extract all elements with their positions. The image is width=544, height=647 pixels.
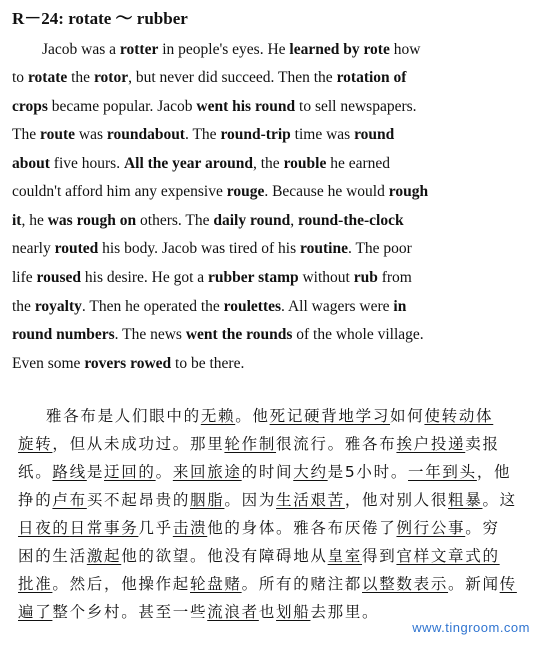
text-run: how xyxy=(389,41,421,58)
bold-term: about xyxy=(12,155,50,172)
text-run: 。这 xyxy=(482,491,517,509)
bold-term: roused xyxy=(36,269,82,286)
bold-term: was rough on xyxy=(47,212,137,229)
text-run: , but never did succeed. Then the xyxy=(128,69,337,86)
chinese-line xyxy=(46,404,530,428)
text-run: couldn't afford him any expensive xyxy=(12,183,227,200)
english-line xyxy=(12,211,532,231)
bold-term: rouble xyxy=(283,155,327,172)
text-run: 卖报 xyxy=(465,435,500,453)
bold-term: round-trip xyxy=(220,126,291,143)
english-line xyxy=(12,239,532,259)
text-run: was xyxy=(75,126,107,143)
english-line xyxy=(12,268,532,288)
text-run: in people's eyes. He xyxy=(158,41,290,58)
underlined-term: 例行公事 xyxy=(396,519,466,537)
text-run: from xyxy=(377,269,412,286)
bold-term: rouge xyxy=(226,183,265,200)
text-run: 他的欲望。他没有障碍地从 xyxy=(121,547,328,565)
bold-term: crops xyxy=(12,98,48,115)
section-heading: R－24: rotate ～ rubber xyxy=(12,9,188,28)
underlined-term: 流浪者 xyxy=(207,603,259,621)
bold-term: went his round xyxy=(196,98,296,115)
text-run: 。穷 xyxy=(465,519,500,537)
bold-term: royalty xyxy=(34,298,82,315)
underlined-term: 以整数表示 xyxy=(362,575,449,593)
text-run: the xyxy=(67,69,94,86)
text-run: . The poor xyxy=(347,240,412,257)
text-run: to be there. xyxy=(171,355,245,372)
english-line xyxy=(12,297,532,317)
underlined-term: 击溃 xyxy=(172,519,208,537)
bold-term: rotate xyxy=(27,69,68,86)
bold-term: went the rounds xyxy=(185,326,293,343)
text-run: 雅各布是人们眼中的 xyxy=(46,407,201,425)
text-run: 几乎 xyxy=(138,519,173,537)
underlined-term: 传 xyxy=(499,575,517,593)
bold-term: rub xyxy=(353,269,378,286)
text-run: 是 xyxy=(86,463,105,481)
text-run: his desire. He got a xyxy=(81,269,209,286)
text-run: 的时间 xyxy=(241,463,294,481)
bold-term: route xyxy=(39,126,75,143)
text-run: 也 xyxy=(258,603,277,621)
text-run: five hours. xyxy=(49,155,124,172)
text-run: . The xyxy=(184,126,221,143)
text-run: 纸。 xyxy=(18,463,53,481)
bold-term: rubber stamp xyxy=(208,269,299,286)
english-line xyxy=(12,68,532,88)
underlined-term: 大约 xyxy=(293,463,328,481)
text-run: . All wagers were xyxy=(281,298,394,315)
bold-term: learned by rote xyxy=(289,41,390,58)
bold-term: rovers xyxy=(84,355,127,372)
text-run: , he xyxy=(21,212,48,229)
underlined-term: 皇室 xyxy=(327,547,363,565)
underlined-term: 轮作制 xyxy=(224,435,277,453)
text-run: Jacob was a xyxy=(42,41,120,58)
text-run: without xyxy=(298,269,354,286)
english-line xyxy=(12,97,532,117)
text-run: ，他 xyxy=(476,463,512,481)
text-run: he earned xyxy=(326,155,391,172)
text-run: 很流行。雅各布 xyxy=(276,435,397,453)
text-run: 整个乡村。甚至一些 xyxy=(52,603,208,621)
text-run: became popular. Jacob xyxy=(47,98,197,115)
chinese-line xyxy=(18,516,530,540)
bold-term: roulettes xyxy=(223,298,282,315)
text-run: 。新闻 xyxy=(448,575,500,593)
bold-term: rowed xyxy=(130,355,172,372)
underlined-term: 激起 xyxy=(86,547,122,565)
underlined-term: 轮盘赌 xyxy=(190,575,242,593)
bold-term: routed xyxy=(54,240,99,257)
underlined-term: 来回旅途 xyxy=(172,463,242,481)
english-line xyxy=(12,325,532,345)
text-run: the xyxy=(12,298,35,315)
text-run: , the xyxy=(253,155,284,172)
text-run: time was xyxy=(290,126,355,143)
underlined-term: 一年到头 xyxy=(408,463,477,481)
underlined-term: 无赖 xyxy=(200,407,236,425)
bold-term: rotor xyxy=(93,69,129,86)
bold-term: rotter xyxy=(119,41,159,58)
text-run: to sell newspapers. xyxy=(295,98,417,115)
text-run: 他的身体。雅各布厌倦了 xyxy=(207,519,397,537)
text-run: 。然后，他操作起 xyxy=(52,575,191,593)
bold-term: routine xyxy=(300,240,348,257)
text-run: , xyxy=(290,212,298,229)
underlined-term: 批准 xyxy=(18,575,53,593)
chinese-line xyxy=(18,488,530,512)
underlined-term: 生活艰苦 xyxy=(276,491,345,509)
text-run: 挣的 xyxy=(18,491,53,509)
text-run: 。 xyxy=(155,463,173,481)
bold-term: daily round xyxy=(213,212,291,229)
text-run: others. The xyxy=(136,212,214,229)
underlined-term: 路线 xyxy=(52,463,87,481)
bold-term: in xyxy=(393,298,407,315)
english-line xyxy=(12,125,532,145)
text-run: nearly xyxy=(12,240,55,257)
underlined-term: 日夜的 xyxy=(18,519,70,537)
text-run: 。他 xyxy=(235,407,270,425)
bold-term: roundabout xyxy=(106,126,185,143)
bold-term: rotation of xyxy=(336,69,407,86)
chinese-line xyxy=(18,432,530,456)
watermark-url: www.tingroom.com xyxy=(412,620,530,635)
text-run: ，他对别人很 xyxy=(344,491,449,509)
english-line xyxy=(12,354,532,374)
text-run: of the whole village. xyxy=(292,326,424,343)
text-run: . Then he operated the xyxy=(81,298,224,315)
bold-term: it xyxy=(12,212,22,229)
underlined-term: 使转动体 xyxy=(424,407,494,425)
text-run: 困的生活 xyxy=(18,547,87,565)
underlined-term: 挨户投递 xyxy=(396,435,466,453)
underlined-term: 旋转 xyxy=(18,435,53,453)
underlined-term: 胭脂 xyxy=(190,491,225,509)
text-run: . The news xyxy=(114,326,186,343)
text-run: 。因为 xyxy=(224,491,277,509)
underlined-term: 粗暴 xyxy=(448,491,483,509)
english-line xyxy=(12,182,532,202)
text-run: 是5小时。 xyxy=(327,463,409,481)
text-run: 去那里。 xyxy=(310,603,380,621)
chinese-line xyxy=(18,460,530,484)
text-run: 得到 xyxy=(362,547,397,565)
chinese-line xyxy=(18,544,530,568)
text-run: to xyxy=(12,69,28,86)
underlined-term: 死记硬背地学习 xyxy=(269,407,391,425)
text-run: Even some xyxy=(12,355,85,372)
text-run: his body. Jacob was tired of his xyxy=(98,240,301,257)
underlined-term: 卢布 xyxy=(52,491,87,509)
chinese-line xyxy=(18,572,530,596)
underlined-term: 划船 xyxy=(276,603,311,621)
text-run: 买不起昂贵的 xyxy=(86,491,191,509)
underlined-term: 迂回的 xyxy=(104,463,156,481)
underlined-term: 官样文章式的 xyxy=(396,547,500,565)
underlined-term: 日常事务 xyxy=(69,519,139,537)
bold-term: rough xyxy=(388,183,429,200)
bold-term: All the year around xyxy=(123,155,253,172)
text-run: 。所有的赌注都 xyxy=(241,575,363,593)
text-run: 如何 xyxy=(390,407,425,425)
english-line xyxy=(12,154,532,174)
text-run: life xyxy=(12,269,37,286)
english-line xyxy=(42,40,532,60)
bold-term: round xyxy=(354,126,395,143)
bold-term: round numbers xyxy=(12,326,115,343)
text-run: The xyxy=(12,126,40,143)
text-run: . Because he would xyxy=(264,183,389,200)
text-run: ，但从未成功过。那里 xyxy=(52,435,225,453)
underlined-term: 遍了 xyxy=(18,603,53,621)
bold-term: round-the-clock xyxy=(297,212,404,229)
